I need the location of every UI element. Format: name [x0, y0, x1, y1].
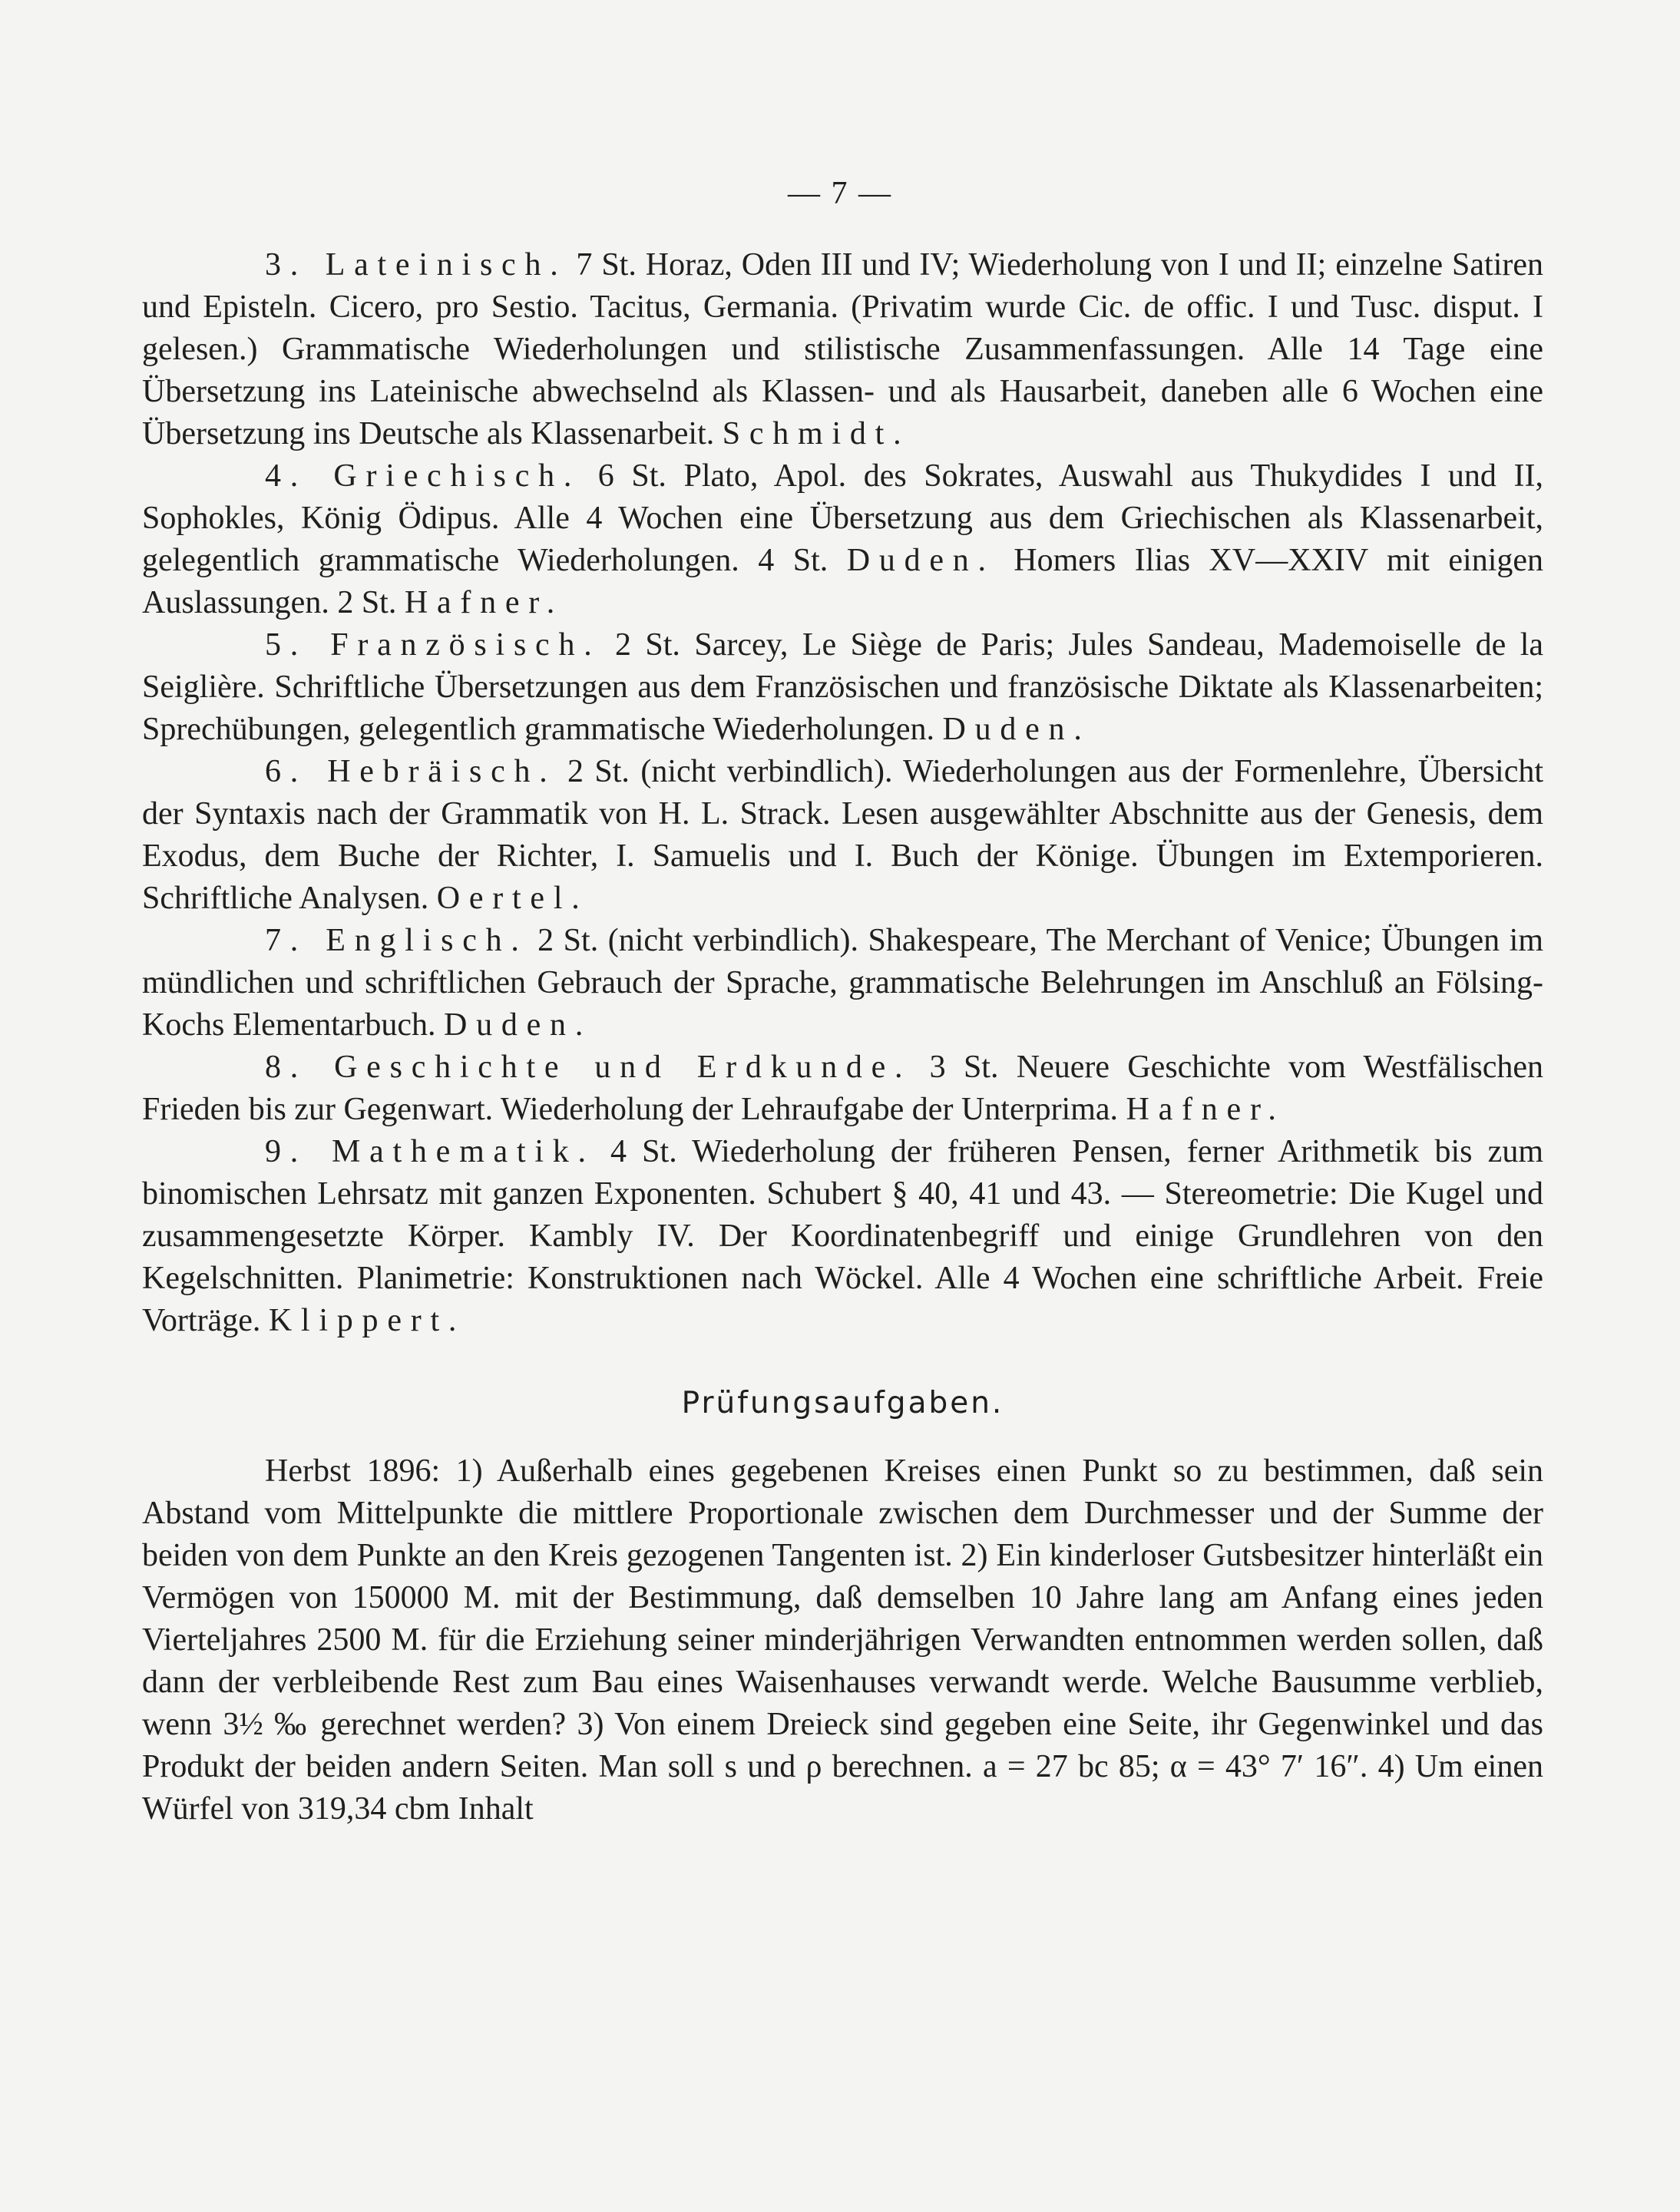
section-latin — [142, 244, 1543, 455]
page-body — [142, 244, 1543, 1830]
section-label: 8. Geschichte und Erdkunde. — [265, 1050, 912, 1085]
teacher-name: Oertel. — [436, 881, 589, 916]
section-hebrew — [142, 751, 1543, 920]
exam-text: Herbst 1896: 1) Außerhalb eines gegebenen Kreises einen Punkt so zu bestimmen, daß sein Abstand vom Mittelpunkte die mittlere Proportionale zwischen dem Durchmesser und der Summe der beiden von dem Punkte an den Kreis gezogenen Tangenten ist. 2) Ein kinderloser Gutsbesitzer hinterläßt ein Vermögen von 150000 M. mit der Bestimmung, daß demselben 10 Jahre lang am Anfang eines jeden Vierteljahres 2500 M. für die Erziehung seiner minderjährigen Verwandten entnommen werden sollen, daß dann der verbleibende Rest zum Bau eines Waisenhauses verwandt werde. Welche Bausumme verblieb, wenn 3½ ‰ gerechnet werden? 3) Von einem Dreieck sind gegeben eine Seite, ihr Gegenwinkel und das Produkt der beiden andern Seiten. Man soll s und ρ berechnen. a = 27 bc 85; α = 43° 7′ 16″. 4) Um einen Würfel von 319,34 cbm Inhalt — [142, 1453, 1543, 1827]
section-text: 2 St. (nicht verbindlich). Wiederholungen aus der Formenlehre, Übersicht der Syntaxis nach der Grammatik von H. L. Strack. Lesen ausgewählter Abschnitte aus der Genesis, dem Exodus, dem Buche der Richter, I. Samuelis und I. Buch der Könige. Übungen im Extemporieren. Schriftliche Analysen. — [142, 754, 1544, 916]
section-french — [142, 624, 1543, 751]
teacher-name: Hafner. — [404, 585, 564, 620]
section-english — [142, 920, 1543, 1046]
section-text: 7 St. Horaz, Oden III und IV; Wiederholung von I und II; einzelne Satiren und Episteln. Cicero, pro Sestio. Tacitus, Germania. (Privatim wurde Cic. de offic. I und Tusc. disput. I gelesen.) Grammatische Wiederholungen und stilistische Zusammenfassungen. Alle 14 Tage eine Übersetzung ins Lateinische abwechselnd als Klassen- und als Hausarbeit, daneben alle 6 Wochen eine Übersetzung ins Deutsche als Klassenarbeit. — [142, 247, 1543, 451]
section-text: 3 St. Neuere Geschichte vom Westfälischen Frieden bis zur Gegenwart. Wiederholung der Lehraufgabe der Unterprima. — [142, 1050, 1543, 1127]
section-label: 6. Hebräisch. — [265, 754, 557, 789]
section-label: 9. Mathematik. — [265, 1134, 595, 1169]
teacher-name: Duden. — [846, 543, 995, 578]
teacher-name: Hafner. — [1126, 1092, 1285, 1127]
section-history — [142, 1046, 1543, 1131]
section-label: 3. Lateinisch. — [265, 247, 567, 283]
exam-heading: Prüfungsaufgaben. — [681, 1386, 1004, 1420]
section-label: 4. Griechisch. — [265, 458, 581, 494]
section-greek — [142, 455, 1543, 624]
section-text: 4 St. Wiederholung der früheren Pensen, ferner Arithmetik bis zum binomischen Lehrsatz mit ganzen Exponenten. Schubert § 40, 41 und 43. — Stereometrie: Die Kugel und zusammengesetzte Körper. Kambly IV. Der Koordinatenbegriff und einige Grundlehren von den Kegelschnitten. Planimetrie: Konstruktionen nach Wöckel. Alle 4 Wochen eine schriftliche Arbeit. Freie Vorträge. — [142, 1134, 1543, 1338]
section-text-continued: Homers Ilias XV—XXIV mit einigen Auslassungen. 2 St. — [142, 543, 1544, 620]
teacher-name: Klippert. — [268, 1303, 466, 1338]
teacher-name: Schmidt. — [722, 416, 911, 451]
page-number: — 7 — — [788, 176, 892, 211]
section-text: 2 St. (nicht verbindlich). Shakespeare, The Merchant of Venice; Übungen im mündlichen und schriftlichen Gebrauch der Sprache, grammatische Belehrungen im Anschluß an Fölsing-Kochs Elementarbuch. — [142, 923, 1543, 1043]
section-math — [142, 1131, 1543, 1342]
teacher-name: Duden. — [444, 1007, 593, 1043]
section-label: 7. Englisch. — [265, 923, 528, 958]
teacher-name: Duden. — [942, 712, 1091, 747]
section-text: 2 St. Sarcey, Le Siège de Paris; Jules Sandeau, Mademoiselle de la Seiglière. Schriftliche Übersetzungen aus dem Französischen und französische Diktate als Klassenarbeiten; Sprechübungen, gelegentlich grammatische Wiederholungen. — [142, 627, 1544, 747]
section-text: 6 St. Plato, Apol. des Sokrates, Auswahl aus Thukydides I und II, Sophokles, König Ödipus. Alle 4 Wochen eine Übersetzung aus dem Griechischen als Klassenarbeit, gelegentlich grammatische Wiederholungen. 4 St. — [142, 458, 1543, 578]
section-label: 5. Französisch. — [265, 627, 601, 663]
